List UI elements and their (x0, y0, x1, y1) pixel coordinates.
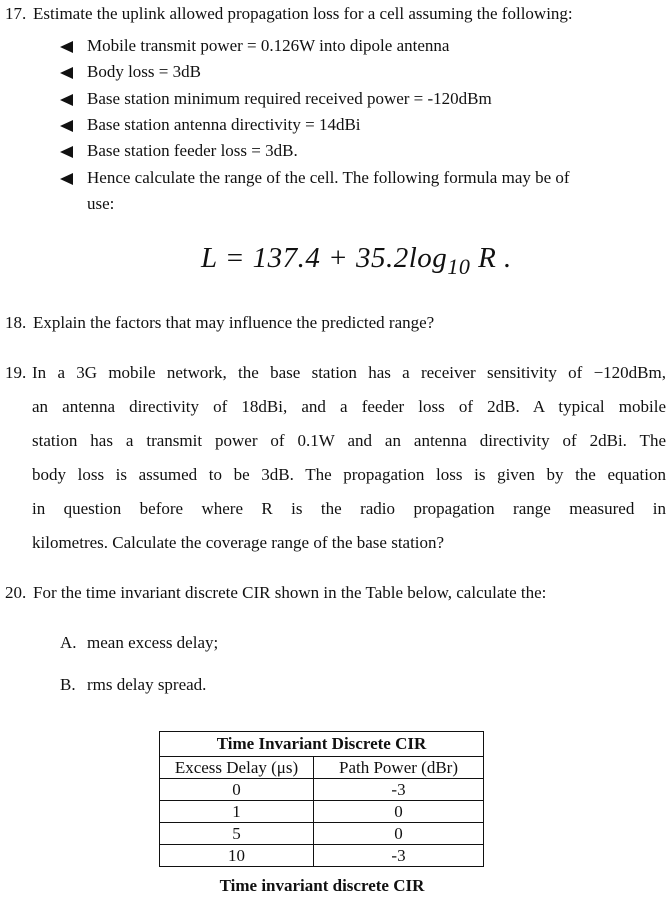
power-cell: -3 (314, 845, 484, 867)
question-17-intro: Estimate the uplink allowed propagation loss for a cell assuming the following: (33, 4, 573, 23)
table-row (160, 801, 484, 823)
q20-part-a-label: A. (60, 633, 77, 652)
q19-line: body loss is assumed to be 3dB. The propagation loss is given by the equation (32, 465, 666, 484)
q17-item: Mobile transmit power = 0.126W into dipole antenna (87, 36, 450, 55)
table-row (160, 779, 484, 801)
question-19-number: 19. (5, 363, 27, 382)
q19-line: kilometres. Calculate the coverage range of the base station? (32, 533, 445, 552)
delay-cell: 5 (160, 823, 314, 845)
question-17-number: 17. (5, 4, 27, 23)
q19-line: in question before where R is the radio propagation range measured in (32, 499, 666, 518)
column-header-excess-delay: Excess Delay (μs) (160, 757, 314, 779)
power-cell: -3 (314, 779, 484, 801)
q17-item: Hence calculate the range of the cell. The following formula may be of (87, 168, 570, 187)
bullet-arrow-icon (60, 120, 73, 132)
power-cell: 0 (314, 823, 484, 845)
table-caption: Time invariant discrete CIR (219, 876, 425, 895)
range-formula (201, 242, 512, 280)
formula-subscript: 10 (447, 254, 471, 279)
question-20-number: 20. (5, 583, 27, 602)
cir-table (159, 731, 484, 867)
question-18-text: Explain the factors that may influence the predicted range? (33, 313, 435, 332)
delay-cell: 1 (160, 801, 314, 823)
delay-cell: 0 (160, 779, 314, 801)
formula-end: R . (470, 242, 512, 274)
q19-line: station has a transmit power of 0.1W and an antenna directivity of 2dBi. The (32, 431, 666, 450)
formula-main: L = 137.4 + 35.2log (201, 242, 448, 274)
question-20-text: For the time invariant discrete CIR shown in the Table below, calculate the: (33, 583, 547, 602)
q19-line: an antenna directivity of 18dBi, and a feeder loss of 2dB. A typical mobile (32, 397, 666, 416)
q20-part-b-text: rms delay spread. (87, 675, 207, 694)
q17-item: Base station antenna directivity = 14dBi (87, 115, 361, 134)
bullet-arrow-icon (60, 41, 73, 53)
delay-cell: 10 (160, 845, 314, 867)
power-cell: 0 (314, 801, 484, 823)
bullet-arrow-icon (60, 146, 73, 158)
q17-item: Base station minimum required received power = -120dBm (87, 89, 492, 108)
table-title: Time Invariant Discrete CIR (160, 732, 484, 757)
q17-item-continuation: use: (87, 194, 115, 213)
table-row (160, 845, 484, 867)
q20-part-a-text: mean excess delay; (87, 633, 219, 652)
question-18-number: 18. (5, 313, 27, 332)
q19-line: In a 3G mobile network, the base station has a receiver sensitivity of −120dBm, (32, 363, 666, 382)
table-row (160, 823, 484, 845)
q17-item: Base station feeder loss = 3dB. (87, 141, 298, 160)
column-header-path-power: Path Power (dBr) (314, 757, 484, 779)
bullet-arrow-icon (60, 173, 73, 185)
q17-item: Body loss = 3dB (87, 62, 201, 81)
q20-part-b-label: B. (60, 675, 76, 694)
bullet-arrow-icon (60, 94, 73, 106)
bullet-arrow-icon (60, 67, 73, 79)
